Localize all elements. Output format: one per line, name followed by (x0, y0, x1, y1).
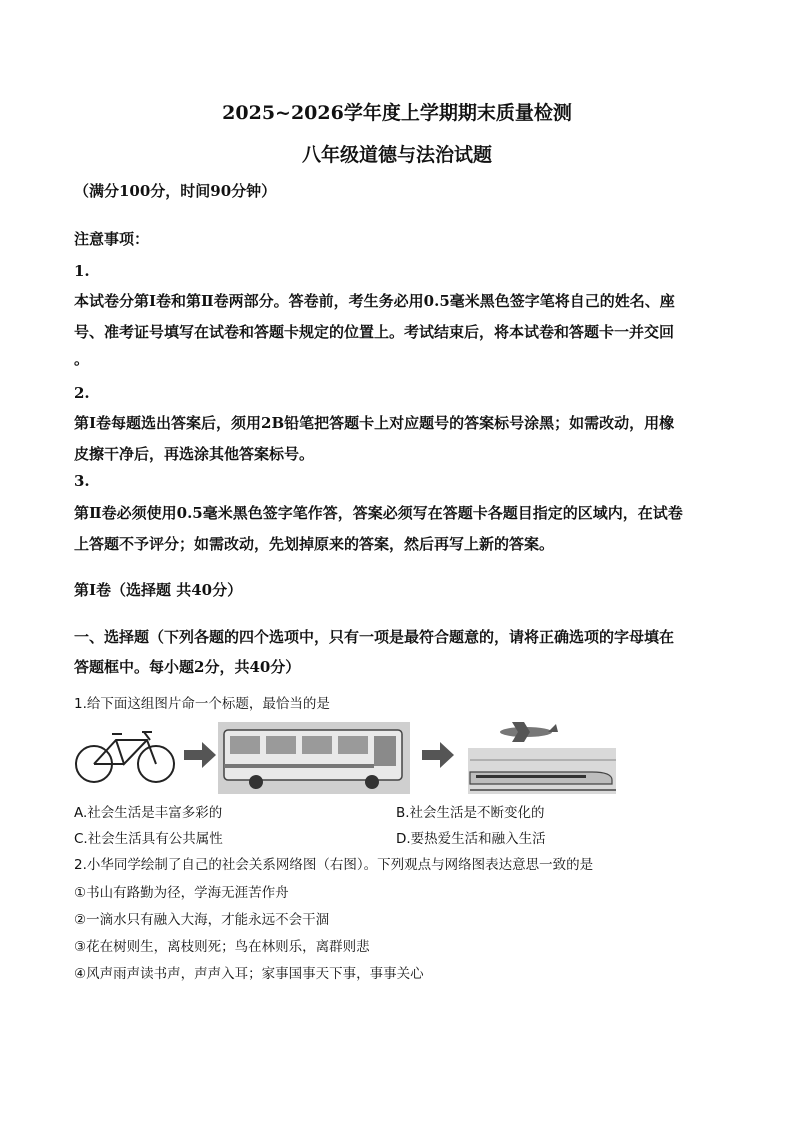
q1-option-a: A.社会生活是丰富多彩的 (74, 805, 223, 821)
note-2-label: 2. (74, 384, 90, 402)
note-2-line-2: 皮擦干净后，再选涂其他答案标号。 (74, 445, 315, 463)
note-1-line-1: 本试卷分第Ⅰ卷和第Ⅱ卷两部分。答卷前，考生务必用0.5毫米黑色签字笔将自己的姓名、座 (74, 292, 675, 310)
section-line-1: 一、选择题（下列各题的四个选项中，只有一项是最符合题意的，请将正确选项的字母填在 (74, 628, 675, 646)
exam-subtitle: 八年级道德与法治试题 (301, 144, 492, 166)
exam-title: 2025~2026学年度上学期期末质量检测 (222, 102, 572, 124)
bicycle-icon (76, 732, 174, 782)
arrow-icon (184, 742, 216, 768)
note-1-line-3: 。 (74, 350, 90, 368)
part1-heading: 第Ⅰ卷（选择题 共40分） (74, 581, 243, 599)
arrow-icon (422, 742, 454, 768)
q2-item-3: ③花在树则生，离枝则死；鸟在林则乐，离群则悲 (74, 939, 370, 955)
notes-heading: 注意事项： (74, 230, 150, 248)
q1-option-d: D.要热爱生活和融入生活 (396, 831, 546, 847)
train-icon (468, 748, 616, 794)
section-line-2: 答题框中。每小题2分，共40分） (74, 658, 301, 676)
score-time: （满分100分，时间90分钟） (74, 182, 277, 200)
note-3-label: 3. (74, 472, 90, 490)
transport-evolution-figure (72, 720, 617, 795)
q1-stem: 1.给下面这组图片命一个标题，最恰当的是 (74, 696, 330, 712)
q2-item-4: ④风声雨声读书声，声声入耳；家事国事天下事，事事关心 (74, 966, 424, 982)
q2-item-2: ②一滴水只有融入大海，才能永远不会干涸 (74, 912, 330, 928)
note-1-label: 1. (74, 262, 90, 280)
note-2-line-1: 第Ⅰ卷每题选出答案后，须用2B铅笔把答题卡上对应题号的答案标号涂黑；如需改动，用橡 (74, 414, 675, 432)
note-3-line-1: 第Ⅱ卷必须使用0.5毫米黑色签字笔作答，答案必须写在答题卡各题目指定的区域内，在试卷 (74, 504, 683, 522)
airplane-icon (500, 722, 558, 742)
q2-item-1: ①书山有路勤为径，学海无涯苦作舟 (74, 885, 289, 901)
note-1-line-2: 号、准考证号填写在试卷和答题卡规定的位置上。考试结束后，将本试卷和答题卡一并交回 (74, 323, 675, 341)
q1-option-c: C.社会生活具有公共属性 (74, 831, 223, 847)
q1-option-b: B.社会生活是不断变化的 (396, 805, 545, 821)
bus-icon (218, 722, 410, 794)
q2-stem: 2.小华同学绘制了自己的社会关系网络图（右图）。下列观点与网络图表达意思一致的是 (74, 857, 594, 873)
note-3-line-2: 上答题不予评分；如需改动，先划掉原来的答案，然后再写上新的答案。 (74, 535, 555, 553)
